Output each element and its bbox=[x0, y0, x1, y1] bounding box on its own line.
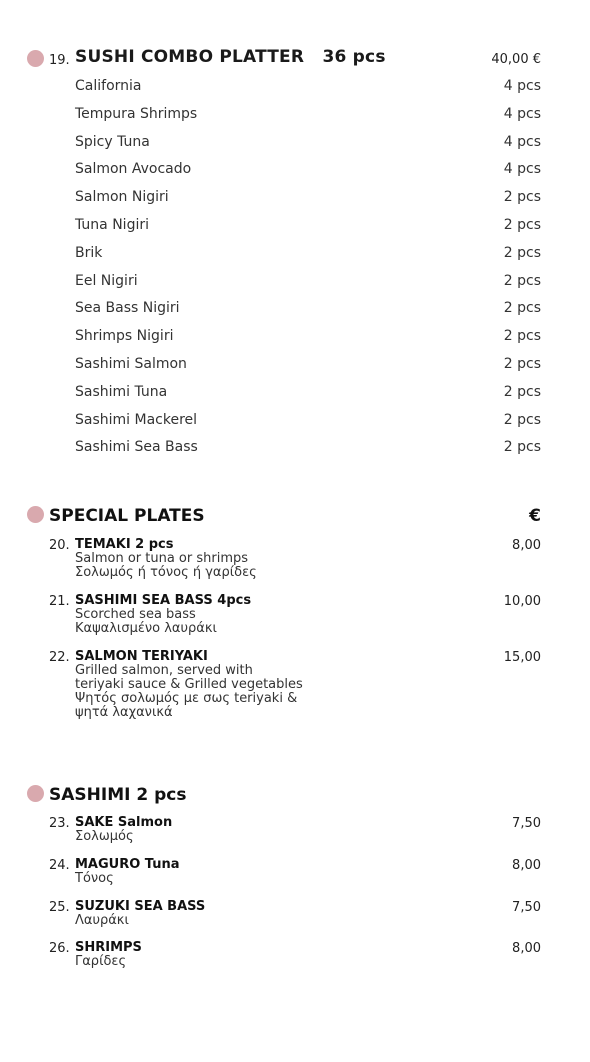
list-item bbox=[75, 328, 541, 356]
list-item bbox=[75, 78, 541, 106]
item-name: SHRIMPS bbox=[75, 940, 142, 955]
combo-item-qty: 4 pcs bbox=[503, 133, 541, 150]
combo-item-qty: 2 pcs bbox=[503, 355, 541, 372]
item-name: TEMAKI 2 pcs bbox=[75, 537, 174, 552]
combo-item-name: Tuna Nigiri bbox=[75, 216, 149, 233]
list-item bbox=[75, 217, 541, 245]
item-number: 20. bbox=[49, 538, 70, 553]
combo-item-name: Brik bbox=[75, 244, 103, 261]
combo-item-name: Sashimi Sea Bass bbox=[75, 439, 198, 456]
combo-item-name: Salmon Avocado bbox=[75, 161, 192, 178]
section-bullet-icon bbox=[27, 506, 44, 523]
item-price: 7,50 bbox=[512, 816, 541, 831]
combo-item-name: Spicy Tuna bbox=[75, 133, 150, 150]
item-price: 15,00 bbox=[503, 650, 541, 665]
item-description-greek: Σολωμός ή τόνος ή γαρίδες bbox=[75, 565, 257, 580]
combo-item-name: Shrimps Nigiri bbox=[75, 328, 174, 345]
list-item bbox=[75, 273, 541, 301]
menu-item bbox=[49, 941, 541, 971]
menu-item bbox=[49, 816, 541, 846]
list-item bbox=[75, 106, 541, 134]
item-price: 10,00 bbox=[503, 594, 541, 609]
section-title-sashimi: SASHIMI 2 pcs bbox=[49, 785, 187, 805]
list-item bbox=[75, 300, 541, 328]
item-description: Grilled salmon, served with bbox=[75, 663, 253, 678]
combo-item-qty: 2 pcs bbox=[503, 411, 541, 428]
combo-item-qty: 2 pcs bbox=[503, 216, 541, 233]
list-item bbox=[75, 412, 541, 440]
list-item bbox=[75, 384, 541, 412]
menu-item bbox=[49, 900, 541, 930]
combo-item-name: Sashimi Salmon bbox=[75, 355, 187, 372]
combo-item-name: California bbox=[75, 78, 142, 94]
item-name: SALMON TERIYAKI bbox=[75, 649, 208, 664]
item-number: 23. bbox=[49, 816, 70, 831]
combo-item-qty: 2 pcs bbox=[503, 383, 541, 400]
item-price: 8,00 bbox=[512, 858, 541, 873]
combo-item-name: Salmon Nigiri bbox=[75, 189, 169, 206]
item-description-greek: Ψητός σολωμός με σως teriyaki & bbox=[75, 691, 298, 706]
combo-item-qty: 2 pcs bbox=[503, 244, 541, 261]
combo-item-name: Sashimi Tuna bbox=[75, 383, 168, 400]
list-item bbox=[75, 189, 541, 217]
section-bullet-icon bbox=[27, 785, 44, 802]
section-bullet-icon bbox=[27, 50, 44, 67]
list-item bbox=[75, 134, 541, 162]
menu-item bbox=[49, 858, 541, 888]
item-description-greek: Καψαλισμένο λαυράκι bbox=[75, 621, 217, 636]
combo-item-qty: 2 pcs bbox=[503, 328, 541, 345]
menu-item bbox=[49, 538, 541, 582]
item-name: SASHIMI SEA BASS 4pcs bbox=[75, 593, 252, 608]
item-number: 22. bbox=[49, 650, 70, 665]
item-price: 8,00 bbox=[512, 538, 541, 553]
item-number: 25. bbox=[49, 900, 70, 915]
combo-item-name: Sashimi Mackerel bbox=[75, 411, 198, 428]
item-number: 24. bbox=[49, 858, 70, 873]
item-description-greek: ψητά λαχανικά bbox=[75, 705, 173, 720]
list-item bbox=[75, 439, 541, 467]
combo-item-name: Sea Bass Nigiri bbox=[75, 300, 180, 317]
list-item bbox=[75, 245, 541, 273]
combo-item-qty: 2 pcs bbox=[503, 300, 541, 317]
item-description: Salmon or tuna or shrimps bbox=[75, 551, 249, 566]
combo-item-qty: 2 pcs bbox=[503, 272, 541, 289]
combo-item-qty: 4 pcs bbox=[503, 105, 541, 122]
item-description-greek: Λαυράκι bbox=[75, 913, 129, 928]
item-price: 7,50 bbox=[512, 900, 541, 915]
item-description: teriyaki sauce & Grilled vegetables bbox=[75, 677, 303, 692]
item-name: MAGURO Tuna bbox=[75, 857, 180, 872]
item-description-greek: Τόνος bbox=[75, 871, 114, 886]
item-description-greek: Γαρίδες bbox=[75, 954, 127, 969]
combo-items-list bbox=[75, 78, 541, 467]
item-number: 26. bbox=[49, 941, 70, 956]
combo-title: SUSHI COMBO PLATTER 36 pcs bbox=[75, 47, 386, 67]
item-description-greek: Σολωμός bbox=[75, 829, 134, 844]
combo-item-qty: 2 pcs bbox=[503, 439, 541, 456]
combo-header bbox=[49, 47, 541, 71]
item-name: SAKE Salmon bbox=[75, 815, 173, 830]
section-title-special: SPECIAL PLATES bbox=[49, 506, 205, 526]
combo-item-name: Eel Nigiri bbox=[75, 272, 138, 289]
combo-number: 19. bbox=[49, 53, 70, 68]
combo-item-qty: 4 pcs bbox=[503, 78, 541, 94]
combo-price: 40,00 € bbox=[491, 52, 541, 67]
item-number: 21. bbox=[49, 594, 70, 609]
list-item bbox=[75, 356, 541, 384]
item-price: 8,00 bbox=[512, 941, 541, 956]
combo-item-name: Tempura Shrimps bbox=[75, 105, 198, 122]
combo-item-qty: 2 pcs bbox=[503, 189, 541, 206]
item-description: Scorched sea bass bbox=[75, 607, 196, 622]
combo-item-qty: 4 pcs bbox=[503, 161, 541, 178]
currency-symbol: € bbox=[529, 506, 541, 526]
menu-item bbox=[49, 594, 541, 638]
list-item bbox=[75, 161, 541, 189]
item-name: SUZUKI SEA BASS bbox=[75, 899, 206, 914]
menu-item bbox=[49, 650, 541, 722]
